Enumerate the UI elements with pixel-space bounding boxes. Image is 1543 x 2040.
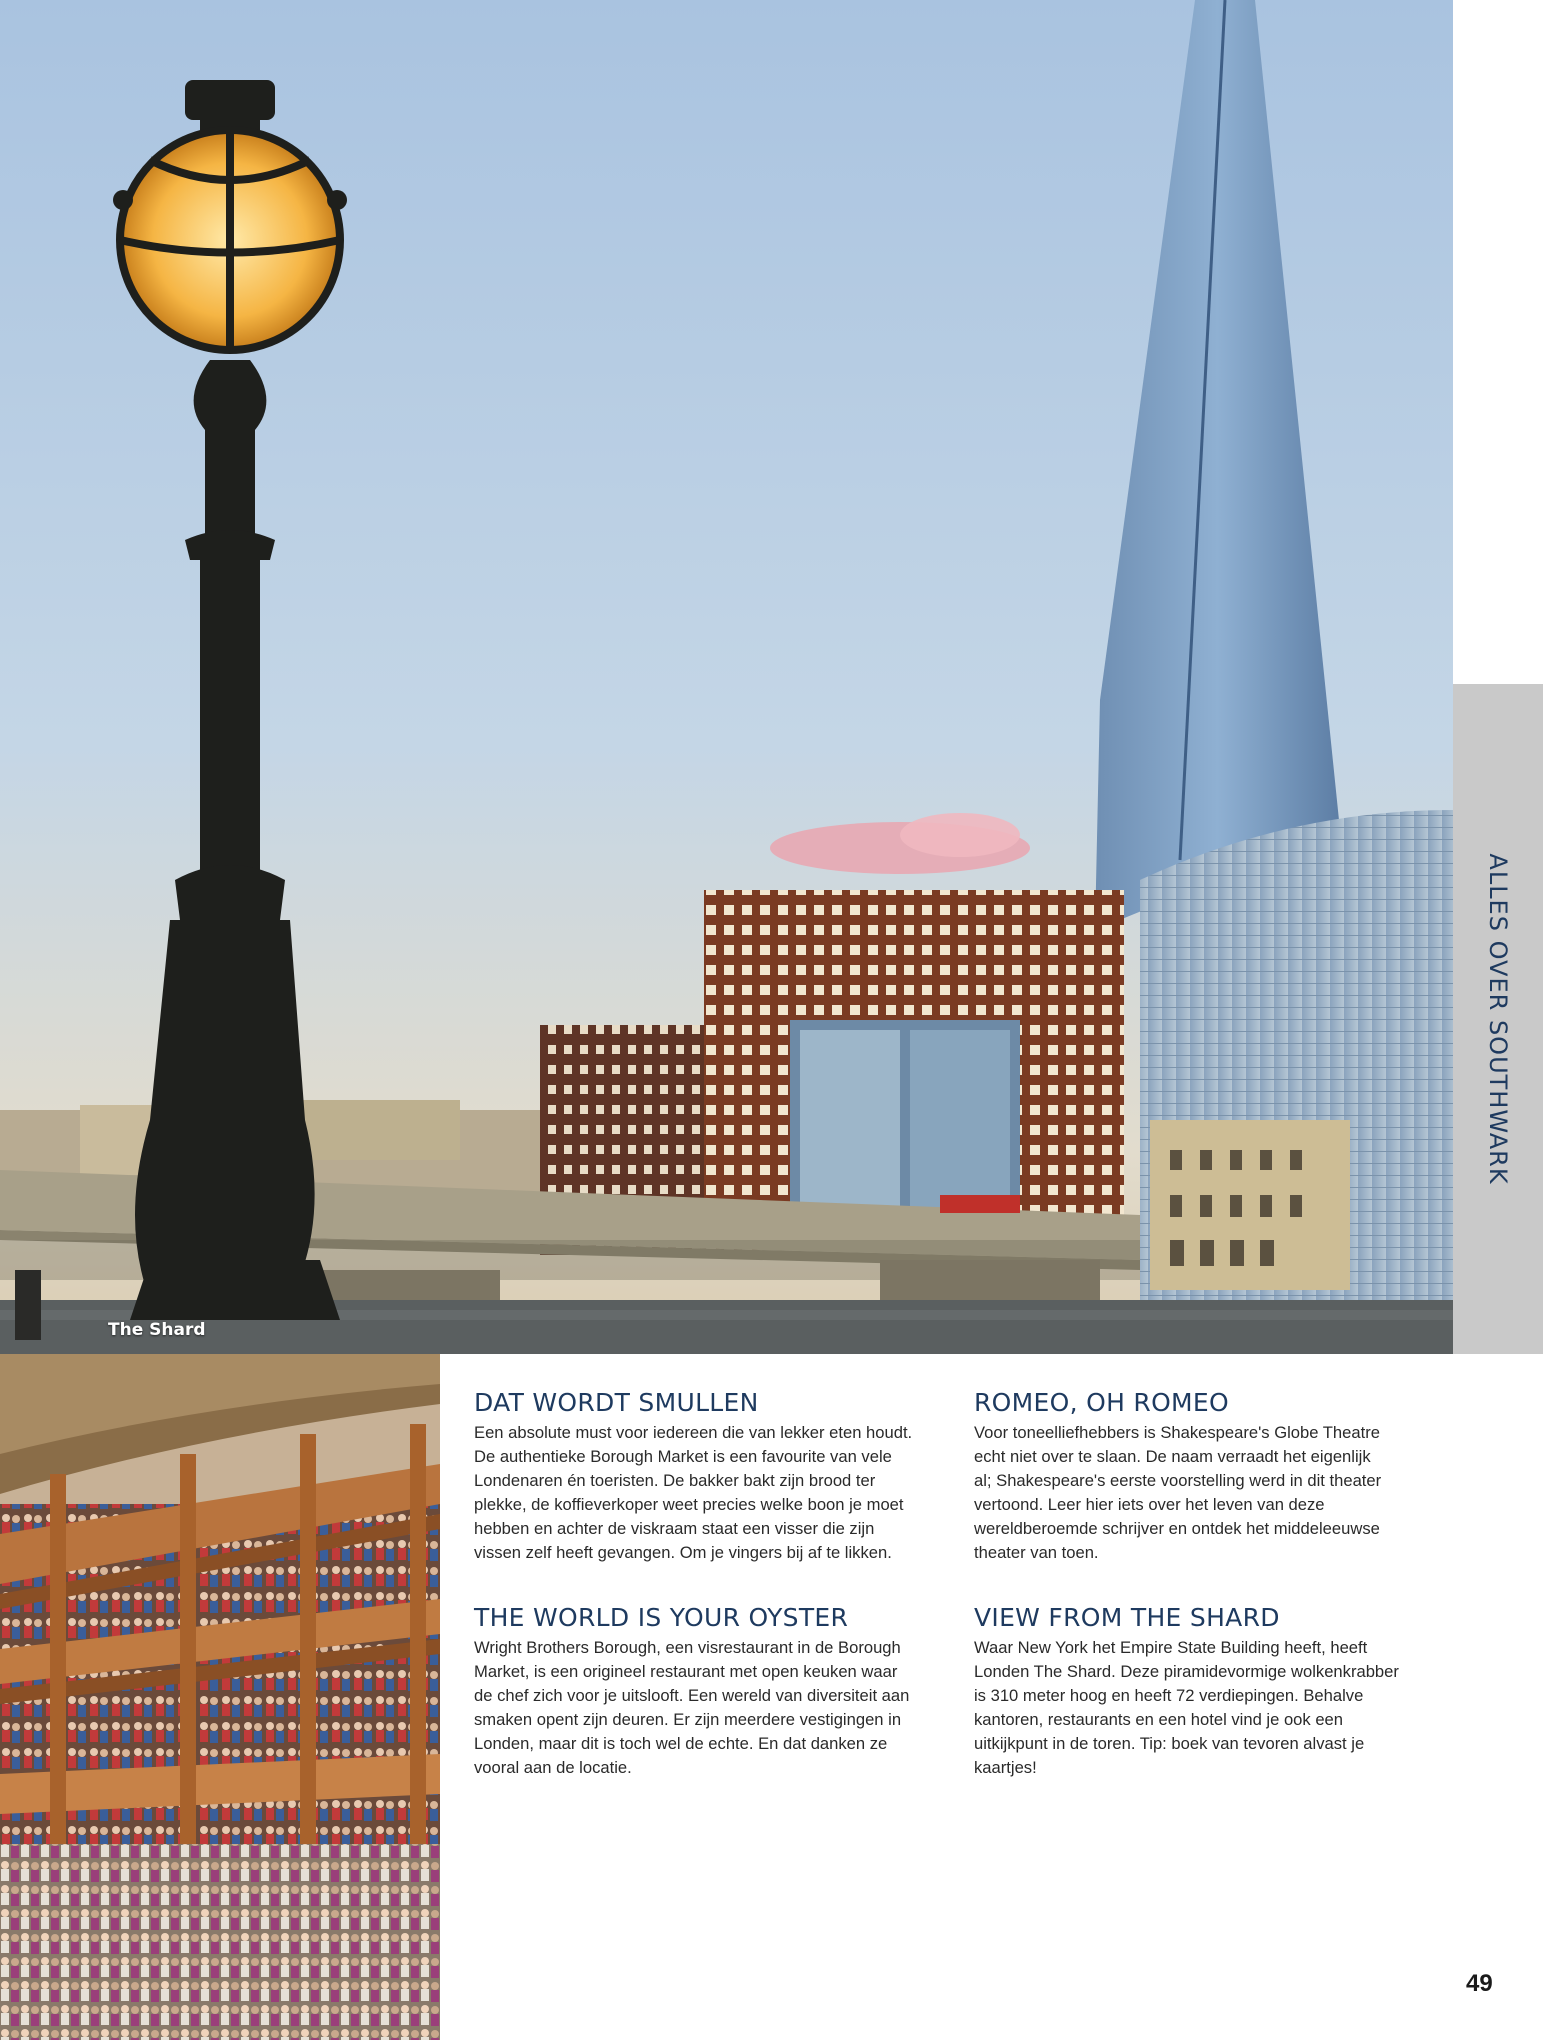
article-line: vertoond. Leer hier iets over het leven van deze (974, 1495, 1325, 1514)
article-body (974, 1636, 1434, 1780)
article-line: smaken opent zijn deuren. Er zijn meerdere vestigingen in (474, 1710, 902, 1729)
article-body (474, 1421, 934, 1565)
article-line: kantoren, restaurants en een hotel vind je ook een (974, 1710, 1344, 1729)
article-line: uitkijkpunt in de toren. Tip: boek van tevoren alvast je (974, 1734, 1365, 1753)
article-line: Londenaren én toeristen. De bakker bakt zijn brood ter (474, 1471, 876, 1490)
article-dat-wordt-smullen (474, 1388, 934, 1565)
article-line: Voor toneelliefhebbers is Shakespeare's Globe Theatre (974, 1423, 1380, 1442)
article-line: wereldberoemde schrijver en ontdek het middeleeuwse (974, 1519, 1380, 1538)
section-side-tab (1453, 684, 1543, 1354)
photo-caption: The Shard (108, 1320, 206, 1340)
article-line: echt niet over te slaan. De naam verraadt het eigenlijk (974, 1447, 1371, 1466)
article-line: vissen zelf heeft gevangen. Om je vingers bij af te likken. (474, 1543, 892, 1562)
globe-illustration (0, 1354, 440, 2040)
article-romeo-oh-romeo (974, 1388, 1434, 1565)
article-line: kaartjes! (974, 1758, 1037, 1777)
section-side-tab-label: ALLES OVER SOUTHWARK (1484, 853, 1512, 1185)
article-line: al; Shakespeare's eerste voorstelling werd in dit theater (974, 1471, 1382, 1490)
article-line: Londen, maar dit is toch wel de echte. En dat danken ze (474, 1734, 888, 1753)
article-line: plekke, de koffieverkoper weet precies welke boon je moet (474, 1495, 904, 1514)
article-line: is 310 meter hoog en heeft 72 verdiepingen. Behalve (974, 1686, 1364, 1705)
article-line: Wright Brothers Borough, een visrestaurant in de Borough (474, 1638, 901, 1657)
article-line: Market, is een origineel restaurant met open keuken waar (474, 1662, 898, 1681)
article-line: Londen The Shard. Deze piramidevormige wolkenkrabber (974, 1662, 1399, 1681)
article-line: Een absolute must voor iedereen die van lekker eten houdt. (474, 1423, 913, 1442)
article-world-is-your-oyster (474, 1603, 934, 1780)
article-line: Waar New York het Empire State Building heeft, heeft (974, 1638, 1368, 1657)
article-title: VIEW FROM THE SHARD (974, 1603, 1280, 1632)
article-body (974, 1421, 1434, 1565)
globe-theatre-photo (0, 1354, 440, 2040)
article-line: hebben en achter de viskraam staat een visser die zijn (474, 1519, 875, 1538)
article-line: theater van toen. (974, 1543, 1099, 1562)
article-title: DAT WORDT SMULLEN (474, 1388, 759, 1417)
page-number: 49 (1466, 1970, 1493, 1997)
article-line: de chef zich voor je uitslooft. Een wereld van diversiteit aan (474, 1686, 910, 1705)
article-body (474, 1636, 934, 1780)
article-title: ROMEO, OH ROMEO (974, 1388, 1230, 1417)
article-view-from-the-shard (974, 1603, 1434, 1780)
article-line: vooral aan de locatie. (474, 1758, 632, 1777)
article-line: De authentieke Borough Market is een favourite van vele (474, 1447, 892, 1466)
article-title: THE WORLD IS YOUR OYSTER (474, 1603, 849, 1632)
